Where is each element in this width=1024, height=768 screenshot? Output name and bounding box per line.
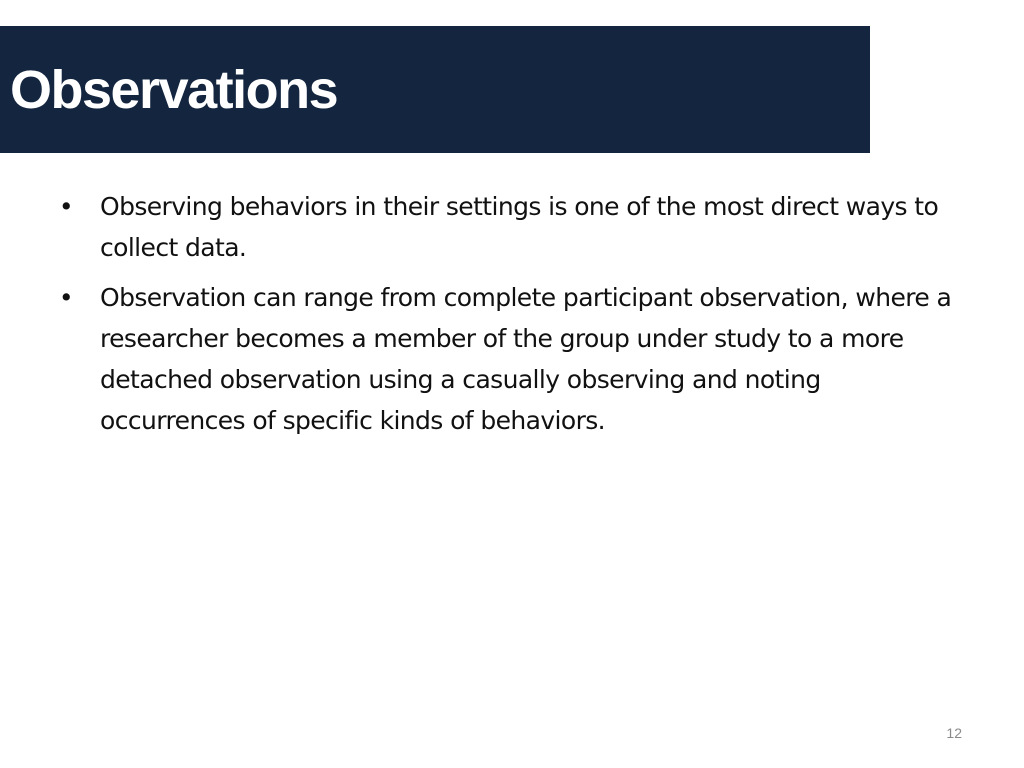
bullet-marker-icon: • — [58, 283, 74, 312]
page-number: 12 — [946, 725, 962, 741]
bullet-list — [56, 186, 956, 450]
bullet-text: Observing behaviors in their settings is one of the most direct ways to collect data. — [100, 192, 939, 262]
bullet-text: Observation can range from complete participant observation, where a researcher becomes a member of the group under study to a more detached observation using a casually observing and noting occurrences of specific kinds of behaviors. — [100, 283, 952, 435]
bullet-marker-icon: • — [58, 192, 74, 221]
slide-title: Observations — [10, 60, 338, 120]
bullet-item — [56, 277, 956, 441]
bullet-item — [56, 186, 956, 268]
